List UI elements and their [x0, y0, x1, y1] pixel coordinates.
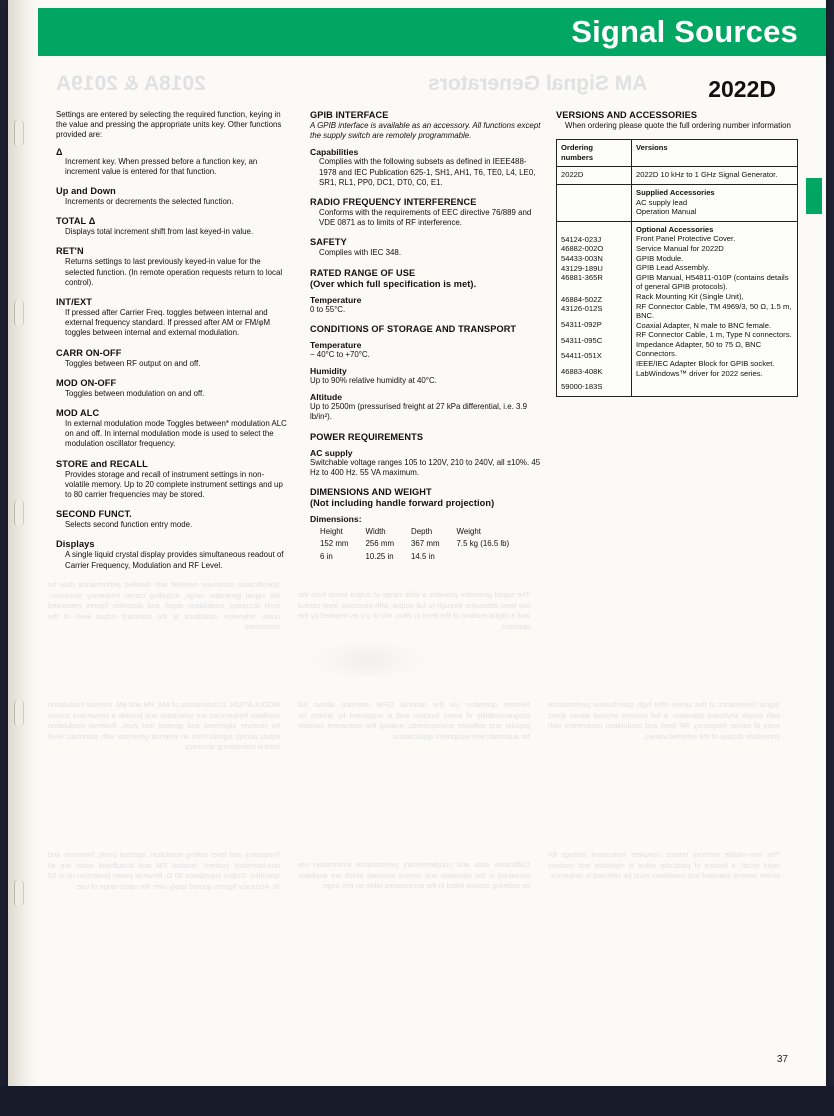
heading-power-requirements: POWER REQUIREMENTS — [310, 431, 424, 442]
dim-header-weight: Weight — [456, 527, 481, 537]
optional-number-8: 54311-095C — [561, 335, 603, 345]
heading-gpib-capabilities: Capabilities — [310, 147, 359, 158]
dim-header-height: Height — [320, 527, 343, 537]
dim-header-depth: Depth — [411, 527, 433, 537]
dim-header-width: Width — [365, 527, 386, 537]
heading-second-funct: SECOND FUNCT. — [56, 509, 132, 520]
optional-number-2: 54433-003N — [561, 253, 603, 263]
model-number: 2022D — [708, 76, 776, 102]
value-altitude: Up to 2500m (pressurised freight at 27 kPa differential, i.e. 3.9 lb/in²). — [310, 402, 527, 422]
page-title: Signal Sources — [571, 14, 798, 49]
scan-bottom-edge — [0, 1086, 834, 1116]
body-displays: A single liquid crystal display provides simultaneous readout of Carrier Frequency, Modulation and RF Level. — [65, 550, 284, 570]
subheading-rated-range: (Over which full specification is met). — [310, 278, 477, 289]
column1-intro: Settings are entered by selecting the required function, keying in the value and pressing the appropriate units key. Other functions provided are: — [56, 110, 282, 140]
body-gpib-interface: A GPIB interface is available as an accessory. All functions except the supply switch are remotely programmable. — [310, 121, 541, 141]
optional-accessories-cell — [632, 221, 798, 396]
optional-item-8: RF Connector Cable, 1 m, Type N connectors. — [636, 330, 792, 340]
column-left — [56, 110, 288, 571]
accessories-col1-header: Ordering numbers — [557, 140, 632, 167]
body-gpib-capabilities: Complies with the following subsets as defined in IEEE488-1978 and IEC Publication 625-1, SH1, AH1, T6, TE0, L4, LE0, SR1, RL1, PP0, DC1, DT0, C0, E1. — [319, 157, 536, 187]
subheading-dimensions-weight: (Not including handle forward projection) — [310, 498, 495, 509]
table-row-versions — [557, 167, 798, 185]
showthrough-text-left: 2018A & 2019A — [56, 72, 206, 95]
value-ac-supply: Switchable voltage ranges 105 to 120V, 210 to 240V, all ±10%. 45 Hz to 400 Hz. 55 VA maximum. — [310, 457, 541, 477]
heading-int-ext: INT/EXT — [56, 297, 92, 308]
label-altitude: Altitude — [310, 392, 342, 403]
showthrough-block-4: The signal generator provides a wide range of output levels from the low level attenuator through to full output, with electronic level control and a digital readout of the level in dBm, mV or µV as required by the operator. — [298, 590, 530, 631]
optional-number-11: 59000-183S — [561, 382, 603, 392]
binding-margin — [8, 0, 38, 1086]
heading-up-and-down: Up and Down — [56, 186, 116, 197]
delta-body: Increment key. When pressed before a function key, an increment value is entered for that function. — [65, 156, 258, 176]
heading-versions-accessories: VERSIONS AND ACCESSORIES — [556, 110, 698, 120]
heading-displays: Displays — [56, 539, 95, 550]
showthrough-block-7: Signal Generators of this series offer high specification performance with simple keyboard operation. A full numeric keypad allows direct entry of carrier frequency, RF level and modulation parameters with immediate display of the selected values. — [548, 700, 780, 741]
showthrough-block-8: The non-volatile memory retains complete instrument settings for rapid recall, a feature of particular value in repetitive test routines where several standard test conditions must be selected in sequence. — [548, 850, 780, 880]
label-dimensions: Dimensions: — [310, 514, 362, 525]
table-row-optional — [557, 221, 798, 396]
showthrough-block-2: MODULATION. Combinations of AM, FM and ϕM. Internal modulation oscillator frequencies are selectable and provide a convenient source for receiver alignment and general test work. External modulation inputs accept signals from an external generator with automatic level control maintaining accuracy. — [48, 700, 280, 751]
heading-rfi: RADIO FREQUENCY INTERFERENCE — [310, 197, 477, 208]
supplied-accessories-cell — [632, 184, 798, 221]
dim-imperial-weight — [456, 551, 526, 563]
dimensions-header-row — [319, 526, 525, 538]
column-right — [556, 110, 798, 397]
versions-ordering-number: 2022D — [557, 167, 632, 185]
optional-number-7: 54311-092P — [561, 319, 602, 329]
body-int-ext: If pressed after Carrier Freq. toggles between internal and external frequency standard. If pressed after AM or FM/φM toggles between internal and external modulation. — [65, 308, 271, 338]
optional-number-9: 54411-051X — [561, 351, 602, 361]
column-middle — [310, 110, 542, 563]
dimensions-metric-row — [319, 538, 525, 550]
dim-metric-height: 152 mm — [320, 539, 349, 549]
optional-ordering-numbers — [557, 221, 632, 396]
dimensions-imperial-row — [319, 551, 525, 563]
accessories-table — [556, 139, 798, 397]
supplied-ordering-number — [557, 184, 632, 221]
versions-description: 2022D 10 kHz to 1 GHz Signal Generator. — [632, 167, 798, 185]
label-rated-temperature: Temperature — [310, 294, 362, 305]
showthrough-block-5: Remote operation via the optional GPIB interface allows full programmability of every function and is supported by drivers for popular test software environments, making the instrument suitable for automatic test equipment applications. — [298, 700, 530, 741]
optional-item-9: Impedance Adapter, 50 to 75 Ω, BNC Connectors. — [636, 339, 762, 359]
dim-imperial-width: 10.25 in — [365, 551, 394, 561]
body-store-recall: Provides storage and recall of instrument settings in non-volatile memory. Up to 20 complete instrument settings and up to 80 carrier frequencies may be stored. — [65, 469, 283, 500]
dim-metric-weight: 7.5 kg (16.5 lb) — [456, 539, 510, 549]
value-humidity: Up to 90% relative humidity at 40°C. — [310, 376, 437, 386]
showthrough-text-right: AM Signal Generators — [428, 72, 648, 95]
page-number: 37 — [776, 1054, 788, 1065]
optional-item-4: GPIB Manual, H54811-010P (contains details of general GPIB protocols). — [636, 272, 789, 292]
body-second-funct: Selects second function entry mode. — [65, 520, 193, 530]
optional-number-6: 43126-012S — [561, 304, 603, 314]
table-row-supplied — [557, 184, 798, 221]
section-thumb-tab — [806, 178, 822, 214]
body-up-and-down: Increments or decrements the selected function. — [65, 197, 234, 207]
page-header-banner — [38, 8, 826, 56]
optional-item-2: GPIB Module. — [636, 253, 684, 263]
supplied-item-1: Operation Manual — [636, 207, 697, 217]
body-carr-on-off: Toggles between RF output on and off. — [65, 358, 201, 368]
heading-total-delta: TOTAL Δ — [56, 216, 96, 227]
dim-metric-depth: 367 mm — [411, 539, 440, 549]
optional-item-10: IEEE/IEC Adapter Block for GPIB socket. — [636, 359, 775, 369]
optional-number-0: 54124-023J — [561, 234, 602, 244]
body-mod-on-off: Toggles between modulation on and off. — [65, 388, 205, 398]
showthrough-block-6: Calibration data and supplementary performance information are contained in the operation and service manuals which are available as ordering options listed in the accessories table on this page. — [298, 860, 530, 890]
body-mod-alc: In external modulation mode Toggles between* modulation ALC on and off. In internal modulation mode is used to select the modulation oscillator frequency. — [65, 419, 287, 449]
accessories-col2-header: Versions — [632, 140, 798, 167]
showthrough-block-3: Frequency and level setting resolution, spectral purity, harmonic and non-harmonic content, residual FM and broadband noise are all specified. Output impedance 50 Ω. Reverse power protection up to 50 W. Accuracy figures quoted apply over the rated range of use. — [48, 850, 280, 891]
heading-mod-on-off: MOD ON-OFF — [56, 377, 117, 388]
optional-item-11: LabWindows™ driver for 2022 series. — [636, 368, 763, 378]
body-rfi: Conforms with the requirements of EEC directive 76/889 and VDE 0871 as to limits of RF interference. — [319, 208, 532, 228]
paper-sheet — [8, 0, 826, 1086]
heading-rated-range: RATED RANGE OF USE — [310, 267, 416, 278]
value-storage-temperature: − 40°C to +70°C. — [310, 349, 370, 359]
optional-number-4: 46881-365R — [561, 273, 603, 283]
label-humidity: Humidity — [310, 366, 347, 377]
optional-item-7: Coaxial Adapter, N male to BNC female. — [636, 320, 772, 330]
optional-item-5: Rack Mounting Kit (Single Unit), — [636, 291, 744, 301]
body-safety: Complies with IEC 348. — [319, 248, 402, 258]
heading-dimensions-weight: DIMENSIONS AND WEIGHT — [310, 487, 432, 498]
body-total-delta: Displays total increment shift from last keyed-in value. — [65, 227, 254, 237]
dimensions-table — [319, 526, 542, 563]
heading-mod-alc: MOD ALC — [56, 408, 100, 419]
optional-item-0: Front Panel Protective Cover. — [636, 234, 736, 244]
dim-imperial-depth: 14.5 in — [411, 551, 435, 561]
dim-imperial-height: 6 in — [320, 551, 333, 561]
heading-gpib-interface: GPIB INTERFACE — [310, 110, 389, 120]
heading-safety: SAFETY — [310, 237, 347, 248]
label-storage-temperature: Temperature — [310, 339, 362, 350]
optional-item-1: Service Manual for 2022D — [636, 243, 724, 253]
label-ac-supply: AC supply — [310, 447, 353, 458]
optional-item-3: GPIB Lead Assembly. — [636, 263, 710, 273]
optional-number-5: 46884-502Z — [561, 294, 602, 304]
heading-storage-transport: CONDITIONS OF STORAGE AND TRANSPORT — [310, 323, 517, 334]
supplied-accessories-heading: Supplied Accessories — [636, 187, 715, 197]
optional-number-10: 46883-408K — [561, 366, 603, 376]
optional-number-3: 43129-189U — [561, 263, 603, 273]
value-rated-temperature: 0 to 55°C. — [310, 304, 346, 314]
body-versions-accessories: When ordering please quote the full ordering number information — [565, 121, 791, 130]
dim-metric-width: 256 mm — [365, 539, 395, 549]
supplied-item-0: AC supply lead — [636, 197, 688, 207]
body-retn: Returns settings to last previously keyed-in value for the selected function. (In remote operation requests return to local control). — [65, 257, 283, 287]
heading-retn: RET'N — [56, 246, 84, 257]
heading-store-recall: STORE and RECALL — [56, 458, 148, 469]
accessories-header-row — [557, 140, 798, 167]
delta-heading: Δ — [56, 146, 63, 157]
heading-carr-on-off: CARR ON-OFF — [56, 347, 122, 358]
showthrough-block-1: Specification continues overleaf with detailed performance data for the signal generator range, including carrier frequency resolution, level accuracy, modulation depth and distortion figures measured under reference conditions at the standard output level of the instrument. — [48, 580, 280, 631]
optional-accessories-heading: Optional Accessories — [636, 224, 714, 234]
scan-smudge — [308, 640, 428, 680]
optional-item-6: RF Connector Cable, TM 4969/3, 50 Ω, 1.5 m, BNC. — [636, 301, 792, 321]
optional-number-1: 46882-002O — [561, 244, 604, 254]
